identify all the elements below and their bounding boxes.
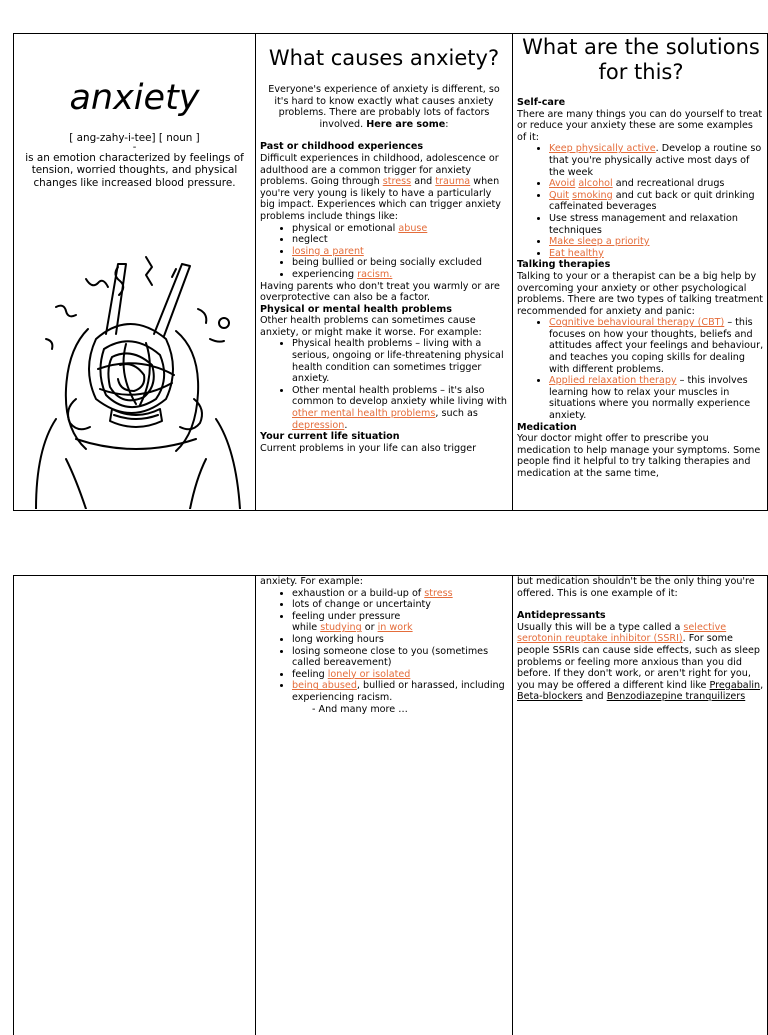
health-problems-list bbox=[260, 338, 508, 431]
link-beta-blockers[interactable]: Beta-blockers bbox=[517, 691, 583, 703]
link-studying[interactable]: studying bbox=[320, 622, 362, 634]
self-care-list bbox=[517, 143, 765, 259]
brochure-table-bottom bbox=[13, 575, 768, 1035]
link-benzodiazepine-tranquilizers[interactable]: Benzodiazepine tranquilizers bbox=[606, 691, 746, 703]
list-item: • losing someone close to you (sometimes called bereavement) bbox=[292, 646, 508, 669]
medication-continued: but medication shouldn't be the only thing you're offered. This is one example of it: bbox=[517, 576, 755, 599]
section-past-childhood: Past or childhood experiences bbox=[260, 141, 424, 153]
past-childhood-text: Difficult experiences in childhood, adolescence or adulthood are a common trigger for anxiety problems. Going through stress and trauma when you're very young is likely to have a particularly big impact. Experiences which can trigger anxiety problems include things like: bbox=[260, 152, 501, 222]
parents-text: Having parents who don't treat you warmly or are overprotective can also be a factor. bbox=[260, 280, 500, 304]
list-item: • being abused, bullied or harassed, including experiencing racism. bbox=[292, 680, 508, 703]
list-item: • Quit smoking and cut back or quit drinking caffeinated beverages bbox=[549, 190, 765, 213]
link-being-abused[interactable]: being abused bbox=[292, 680, 357, 692]
section-antidepressants: Antidepressants bbox=[517, 610, 606, 622]
link-cbt[interactable]: Cognitive behavioural therapy (CBT) bbox=[549, 317, 725, 329]
causes-title: What causes anxiety? bbox=[268, 46, 500, 70]
list-item bbox=[549, 248, 765, 260]
list-item: • experiencing racism. bbox=[292, 269, 508, 281]
column-solutions bbox=[513, 34, 768, 510]
link-in-work[interactable]: in work bbox=[377, 622, 413, 634]
list-item: • Keep physically active. Develop a routine so that you're physically active most days of the week bbox=[549, 143, 765, 178]
list-item: • Physical health problems – living with a serious, ongoing or life-threatening physical health condition can sometimes trigger anxiety. bbox=[292, 338, 508, 384]
column-causes-continued bbox=[256, 576, 513, 1035]
brochure-table-top bbox=[13, 33, 768, 511]
talking-therapies-text: Talking to your or a therapist can be a big help by overcoming your anxiety or other psychological problems. There are two types of talking treatment recommended for anxiety and panic: bbox=[517, 270, 764, 317]
link-smoking[interactable]: smoking bbox=[572, 189, 613, 201]
column-solutions-continued bbox=[513, 576, 768, 1035]
list-item: • Cognitive behavioural therapy (CBT) – this focuses on how your thoughts, beliefs and attitudes affect your feelings and behaviour, and teaches you coping skills for dealing with different problems. bbox=[549, 317, 765, 375]
list-item bbox=[292, 246, 508, 258]
link-depression[interactable]: depression bbox=[292, 419, 345, 431]
childhood-triggers-list bbox=[260, 223, 508, 281]
list-item bbox=[549, 236, 765, 248]
anxious-person-illustration bbox=[26, 239, 246, 509]
list-item: • Avoid alcohol and recreational drugs bbox=[549, 178, 765, 190]
list-item: • feeling lonely or isolated bbox=[292, 669, 508, 681]
list-item: • long working hours bbox=[292, 634, 508, 646]
pronunciation: [ ang-zahy-i-tee] [ noun ] bbox=[69, 132, 200, 144]
list-item: • being bullied or being socially excluded bbox=[292, 257, 508, 269]
causes-intro: Everyone's experience of anxiety is different, so it's hard to know exactly what causes anxiety problems. There are probably lots of factors involved. Here are some: bbox=[268, 84, 500, 130]
current-life-continued: anxiety. For example: bbox=[260, 576, 363, 587]
antidepressants-text: Usually this will be a type called a selective serotonin reuptake inhibitor (SSRI). For some people SSRIs can cause side effects, such as sleep problems or feeling more anxious than you did before. If they don't work, or aren't right for you, you may be offered a different kind like Pregabalin, Beta-blockers and Benzodiazepine tranquilizers bbox=[517, 621, 764, 703]
medication-text: Your doctor might offer to prescribe you medication to help manage your symptoms. Some people find it helpful to try talking therapies and medication at the same time, bbox=[517, 433, 761, 479]
list-item: • physical or emotional abuse bbox=[292, 223, 508, 235]
link-quit[interactable]: Quit bbox=[549, 189, 570, 201]
column-causes bbox=[256, 34, 513, 510]
list-item: • Other mental health problems – it's also common to develop anxiety while living with other mental health problems, such as depression. bbox=[292, 385, 508, 431]
link-keep-physically-active[interactable]: Keep physically active bbox=[549, 143, 656, 155]
section-health-problems: Physical or mental health problems bbox=[260, 303, 453, 315]
list-item: • neglect bbox=[292, 234, 508, 246]
current-life-text: Current problems in your life can also trigger bbox=[260, 442, 477, 454]
link-pregabalin[interactable]: Pregabalin bbox=[709, 679, 761, 691]
column-empty bbox=[14, 576, 256, 1035]
solutions-title: What are the solutions for this? bbox=[522, 35, 760, 84]
link-abuse[interactable]: abuse bbox=[398, 222, 428, 234]
link-other-mental-health-problems[interactable]: other mental health problems bbox=[292, 408, 436, 420]
current-life-list bbox=[260, 588, 508, 704]
list-item: • Applied relaxation therapy – this involves learning how to relax your muscles in situations where you normally experience anxiety. bbox=[549, 375, 765, 421]
and-many-more: - And many more … bbox=[312, 703, 408, 715]
section-talking-therapies: Talking therapies bbox=[517, 259, 611, 271]
link-eat-healthy[interactable]: Eat healthy bbox=[549, 247, 604, 259]
health-problems-text: Other health problems can sometimes cause anxiety, or might make it worse. For example: bbox=[260, 315, 482, 338]
list-item: • lots of change or uncertainty bbox=[292, 599, 508, 611]
link-stress-2[interactable]: stress bbox=[424, 587, 453, 599]
link-applied-relaxation-therapy[interactable]: Applied relaxation therapy bbox=[549, 375, 677, 387]
link-alcohol[interactable]: alcohol bbox=[578, 178, 613, 190]
link-ssri[interactable]: selective serotonin reuptake inhibitor (SSRI) bbox=[517, 621, 727, 645]
list-item: • exhaustion or a build-up of stress bbox=[292, 588, 508, 600]
link-losing-a-parent[interactable]: losing a parent bbox=[292, 245, 364, 257]
anxiety-definition: is an emotion characterized by feelings of tension, worried thoughts, and physical changes like increased blood pressure. bbox=[25, 152, 244, 189]
separator-dash: - bbox=[132, 142, 137, 153]
link-make-sleep-a-priority[interactable]: Make sleep a priority bbox=[549, 236, 650, 248]
link-trauma[interactable]: trauma bbox=[435, 176, 471, 188]
section-medication: Medication bbox=[517, 421, 577, 433]
list-item: • feeling under pressure while studying or in work bbox=[292, 611, 508, 634]
talking-therapies-list bbox=[517, 317, 765, 421]
list-item: • Use stress management and relaxation techniques bbox=[549, 213, 765, 236]
link-stress[interactable]: stress bbox=[382, 176, 412, 188]
link-racism[interactable]: racism. bbox=[357, 268, 393, 280]
self-care-text: There are many things you can do yourself to treat or reduce your anxiety these are some examples of it: bbox=[517, 108, 763, 143]
anxiety-title: anxiety bbox=[69, 78, 200, 118]
section-self-care: Self-care bbox=[517, 97, 566, 108]
link-avoid[interactable]: Avoid bbox=[549, 178, 576, 190]
link-lonely-or-isolated[interactable]: lonely or isolated bbox=[327, 668, 411, 680]
section-current-life: Your current life situation bbox=[260, 431, 400, 443]
column-anxiety-definition bbox=[14, 34, 256, 510]
